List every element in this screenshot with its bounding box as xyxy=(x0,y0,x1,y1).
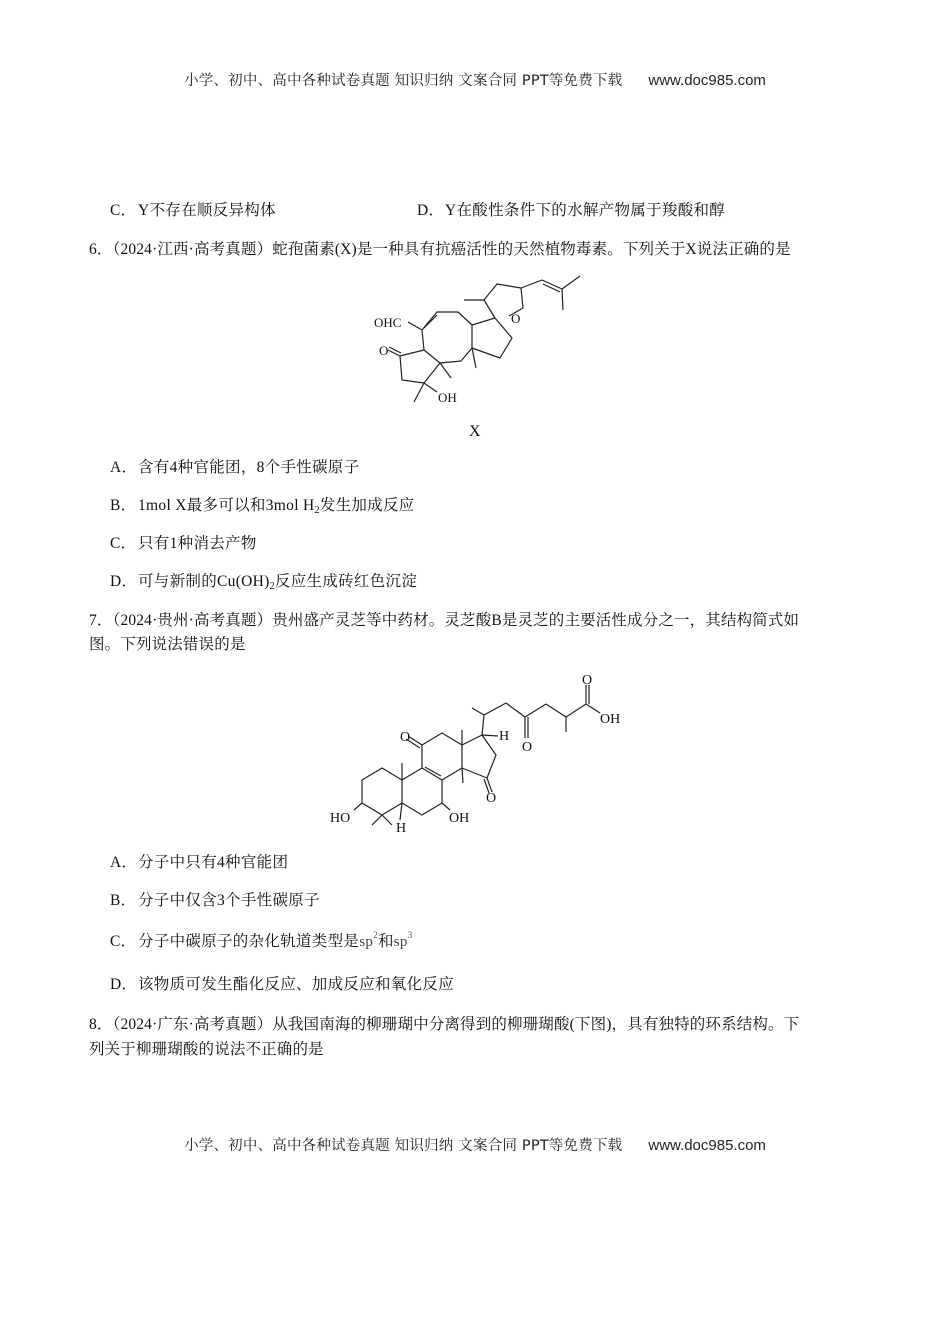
question-number: 8． xyxy=(89,1016,113,1033)
label-o-chain: O xyxy=(522,740,533,755)
q7-option-c[interactable] xyxy=(110,932,413,952)
option-label: C． xyxy=(110,933,137,950)
subscript: 2 xyxy=(314,505,320,516)
question-text: 从我国南海的柳珊瑚中分离得到的柳珊瑚酸(下图)，具有独特的环系结构。下 xyxy=(272,1016,800,1033)
question-source: （2024·广东·高考真题） xyxy=(112,1016,273,1033)
option-text: Y不存在顺反异构体 xyxy=(138,202,276,219)
option-label: D． xyxy=(110,976,138,993)
option-text-end: 发生加成反应 xyxy=(319,497,415,514)
label-ring-o: O xyxy=(511,311,521,326)
q6-option-a[interactable] xyxy=(110,458,360,478)
option-label: D． xyxy=(110,573,138,590)
q6-option-d[interactable] xyxy=(110,572,417,592)
structure-ganoderic-acid-diagram xyxy=(322,670,642,835)
option-label: C． xyxy=(110,202,137,219)
label-o-ring: O xyxy=(486,791,497,806)
question-7-stem-line2: 图。下列说法错误的是 xyxy=(89,636,246,653)
footer-banner-text: 小学、初中、高中各种试卷真题 知识归纳 文案合同 PPT等免费下载 xyxy=(184,1138,623,1154)
label-oh-bottom: OH xyxy=(449,811,470,826)
question-source: （2024·贵州·高考真题） xyxy=(112,612,273,629)
prev-option-d xyxy=(417,201,725,221)
option-label: B． xyxy=(110,892,137,909)
option-label: A． xyxy=(110,459,138,476)
option-label: C． xyxy=(110,535,137,552)
option-label: B． xyxy=(110,497,137,514)
superscript: 2 xyxy=(373,930,378,940)
structure-x-diagram xyxy=(360,270,620,420)
superscript: 3 xyxy=(407,930,413,940)
question-number: 6． xyxy=(89,241,113,258)
question-source: （2024·江西·高考真题） xyxy=(112,241,273,258)
question-7-stem-line1 xyxy=(89,611,799,631)
structure-x-caption: X xyxy=(469,423,481,440)
structure-x-figure xyxy=(360,270,620,420)
question-number: 7． xyxy=(89,612,113,629)
question-text: 贵州盛产灵芝等中药材。灵芝酸B是灵芝的主要活性成分之一，其结构简式如 xyxy=(272,612,800,629)
label-h-top: H xyxy=(499,729,510,744)
header-banner xyxy=(0,69,950,90)
label-o1: O xyxy=(400,730,411,745)
option-text: 该物质可发生酯化反应、加成反应和氧化反应 xyxy=(138,976,455,993)
label-aldehyde: OHC xyxy=(374,315,402,330)
option-text-mid: 和 xyxy=(377,933,394,950)
sp-term: sp xyxy=(359,934,374,950)
label-h-bottom: H xyxy=(396,821,407,835)
structure-ganoderic-acid-figure xyxy=(322,670,642,835)
option-label: D． xyxy=(417,202,445,219)
option-text: 可与新制的Cu(OH) xyxy=(138,573,270,590)
footer-banner xyxy=(0,1134,950,1155)
q7-option-b[interactable] xyxy=(110,891,320,911)
option-text: 分子中只有4种官能团 xyxy=(138,854,289,871)
question-text: 蛇孢菌素(X)是一种具有抗癌活性的天然植物毒素。下列关于X说法正确的是 xyxy=(272,241,791,258)
label-ketone-o: O xyxy=(379,343,389,358)
q7-option-a[interactable] xyxy=(110,853,288,873)
question-8-stem-line1 xyxy=(89,1015,799,1035)
option-text: 含有4种官能团，8个手性碳原子 xyxy=(138,459,360,476)
q6-option-c[interactable] xyxy=(110,534,257,554)
header-banner-text: 小学、初中、高中各种试卷真题 知识归纳 文案合同 PPT等免费下载 xyxy=(184,73,623,89)
option-text: Y在酸性条件下的水解产物属于羧酸和醇 xyxy=(445,202,726,219)
option-text: 只有1种消去产物 xyxy=(138,535,257,552)
label-ho-left: HO xyxy=(330,811,351,826)
option-text: 分子中仅含3个手性碳原子 xyxy=(138,892,320,909)
label-oh-acid: OH xyxy=(600,712,621,727)
sp-term: sp xyxy=(393,934,408,950)
option-text: 分子中碳原子的杂化轨道类型是 xyxy=(138,933,360,950)
option-text: 1mol X最多可以和3mol H xyxy=(138,497,315,514)
prev-option-c xyxy=(110,201,276,221)
q7-option-d[interactable] xyxy=(110,975,454,995)
subscript: 2 xyxy=(269,581,275,592)
label-hydroxyl: OH xyxy=(438,390,457,405)
q6-option-b[interactable] xyxy=(110,496,415,516)
option-text-end: 反应生成砖红色沉淀 xyxy=(274,573,418,590)
question-6-stem xyxy=(89,240,791,260)
question-8-stem-line2: 列关于柳珊瑚酸的说法不正确的是 xyxy=(89,1041,324,1058)
label-o-acid: O xyxy=(582,673,593,688)
option-label: A． xyxy=(110,854,138,871)
footer-banner-url[interactable]: www.doc985.com xyxy=(648,1137,766,1154)
header-banner-url[interactable]: www.doc985.com xyxy=(648,72,766,89)
